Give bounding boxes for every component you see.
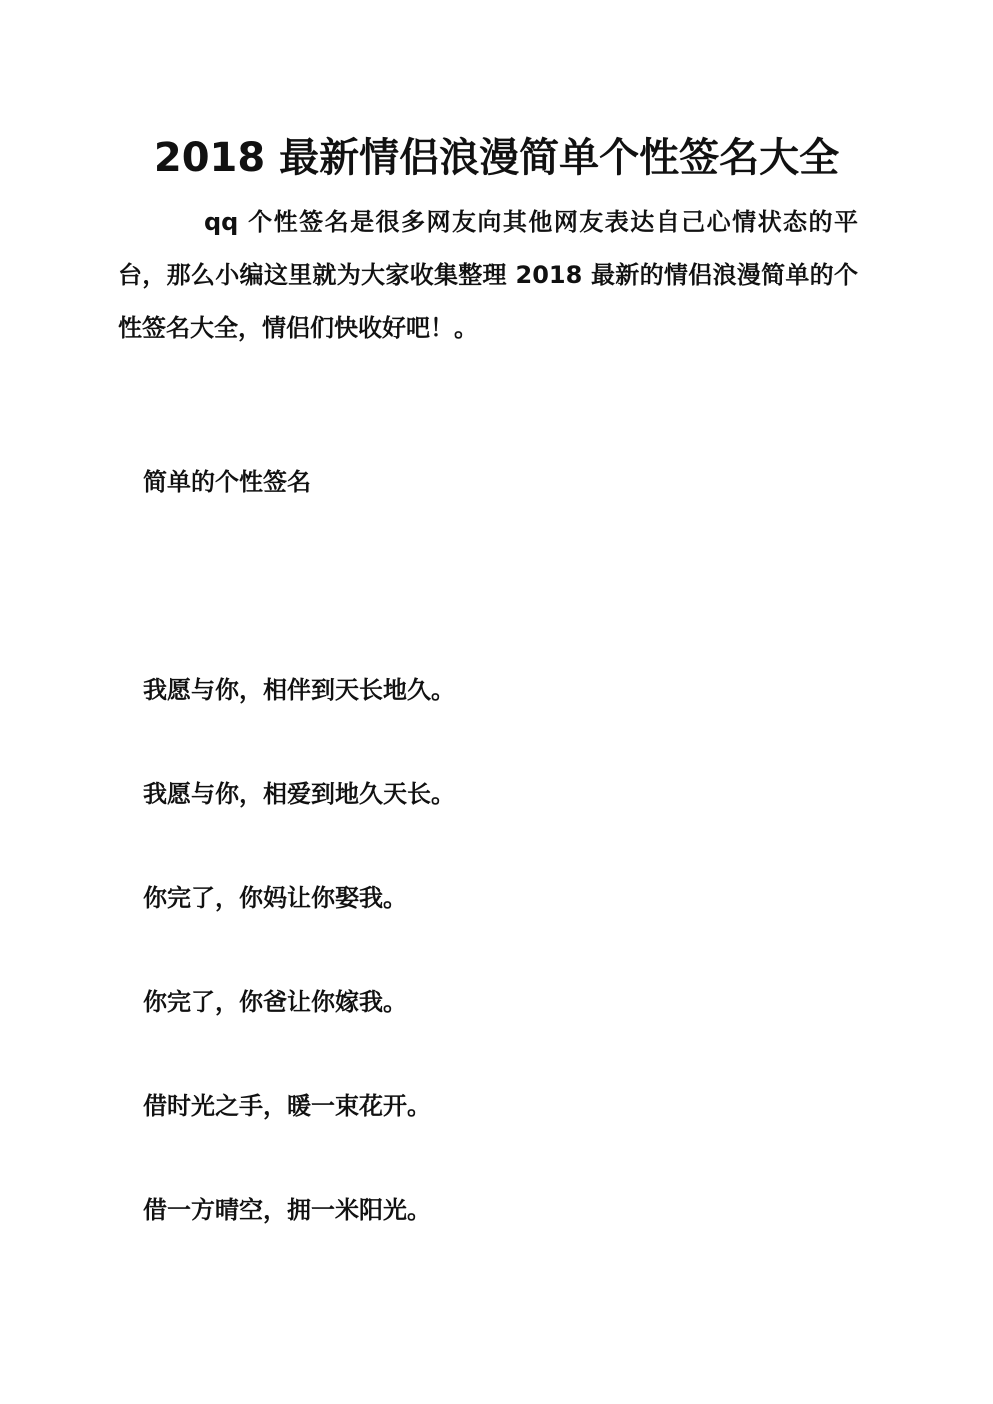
signature-item: 借一方晴空，拥一米阳光。 (143, 1196, 431, 1224)
signature-item: 借时光之手，暖一束花开。 (143, 1092, 431, 1120)
document-title: 2018 最新情侣浪漫简单个性签名大全 (153, 135, 840, 181)
signature-item: 我愿与你，相爱到地久天长。 (143, 780, 455, 808)
signature-item: 我愿与你，相伴到天长地久。 (143, 676, 455, 704)
section-heading: 简单的个性签名 (143, 468, 311, 496)
intro-paragraph: qq 个性签名是很多网友向其他网友表达自己心情状态的平台，那么小编这里就为大家收集整理 2018 最新的情侣浪漫简单的个性签名大全，情侣们快收好吧！。 (118, 208, 858, 342)
signature-item: 你完了，你爸让你嫁我。 (143, 988, 407, 1016)
signature-item: 你完了，你妈让你娶我。 (143, 884, 407, 912)
signature-list (143, 668, 455, 1292)
